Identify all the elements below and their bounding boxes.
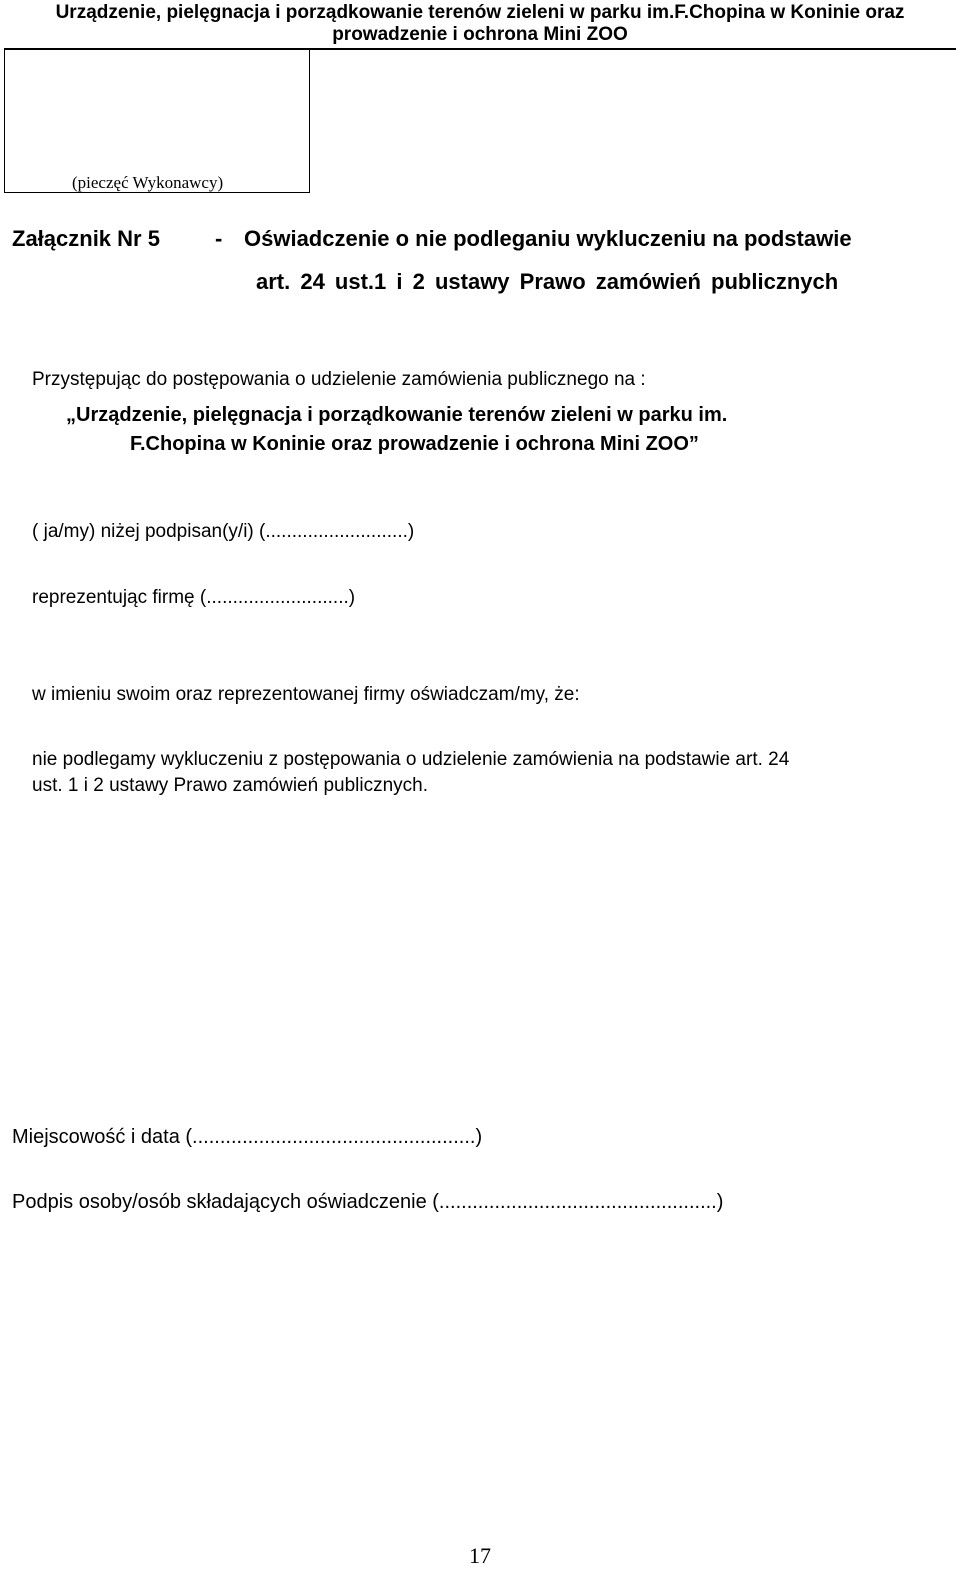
page-number: 17: [469, 1543, 491, 1568]
attachment-dash: -: [215, 226, 223, 251]
signatory-field: ( ja/my) niżej podpisan(y/i) (...........................): [32, 521, 415, 542]
signature-field: Podpis osoby/osób składających oświadczenie (..................................................): [12, 1191, 724, 1213]
attachment-number: Załącznik Nr 5: [12, 226, 160, 251]
intro-text: Przystępując do postępowania o udzielenie zamówienia publicznego na :: [32, 369, 646, 390]
header-title-line1: Urządzenie, pielęgnacja i porządkowanie terenów zieleni w parku im.F.Chopina w Koninie oraz: [55, 2, 905, 23]
project-name-line1: „Urządzenie, pielęgnacja i porządkowanie terenów zieleni w parku im.: [66, 404, 728, 426]
project-name-line2: F.Chopina w Koninie oraz prowadzenie i ochrona Mini ZOO”: [130, 433, 699, 455]
attachment-title-line2: art. 24 ust.1 i 2 ustawy Prawo zamówień publicznych: [256, 269, 839, 294]
place-date-field: Miejscowość i data (...................................................): [12, 1126, 483, 1148]
statement-line2: ust. 1 i 2 ustawy Prawo zamówień publicznych.: [32, 775, 429, 796]
company-field: reprezentując firmę (...........................): [32, 587, 356, 608]
attachment-title-line1: Oświadczenie o nie podleganiu wykluczeniu na podstawie: [244, 226, 852, 251]
declaration-text: w imieniu swoim oraz reprezentowanej firmy oświadczam/my, że:: [32, 684, 580, 705]
contractor-stamp-label: (pieczęć Wykonawcy): [72, 173, 224, 192]
statement-line1: nie podlegamy wykluczeniu z postępowania o udzielenie zamówienia na podstawie art. 24: [32, 749, 790, 770]
contractor-stamp-box: [4, 50, 310, 193]
header-title-line2: prowadzenie i ochrona Mini ZOO: [332, 24, 628, 45]
